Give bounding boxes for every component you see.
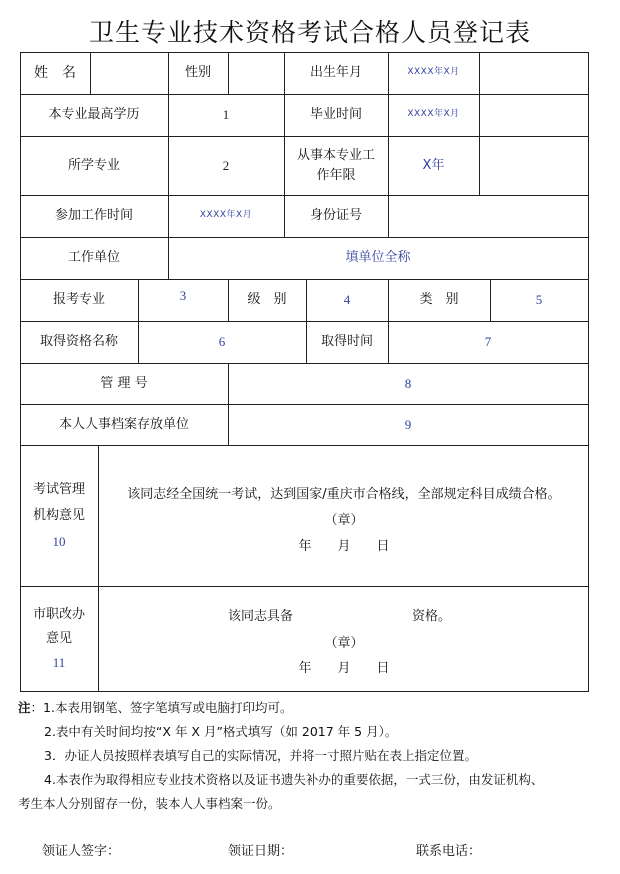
exam-opinion-label-line1: 考试管理 [32,481,85,497]
exam-opinion-text: 该同志经全国统一考试，达到国家/重庆市合格线，全部规定科目成绩合格。 [127,487,561,502]
city-opinion-label-num: 11 [52,654,66,670]
city-opinion-label-line2: 意见 [45,630,72,646]
years-label [284,136,388,195]
birth-label: 出生年月 [309,65,362,81]
employer-label: 工作单位 [67,250,120,266]
work-start-value[interactable]: XXXX年X月 [199,210,253,221]
photo-area[interactable] [480,52,588,195]
category-label: 类 别 [419,292,459,308]
exam-opinion-label-line2: 机构意见 [32,507,85,523]
exam-major-label: 报考专业 [52,292,105,308]
exam-opinion-label [20,445,98,586]
archive-value[interactable]: 9 [404,416,412,432]
notes [18,696,618,816]
name-label: 姓 名 [34,64,76,81]
city-opinion-label [20,586,98,691]
qualification-value[interactable]: 6 [218,334,226,350]
note-line-3: 3．办证人员按照样表填写自己的实际情况，并将一寸照片贴在表上指定位置。 [44,748,477,763]
form-title: 卫生专业技术资格考试合格人员登记表 [88,18,531,47]
level-label: 级 别 [247,292,287,308]
graduation-value[interactable]: XXXX年X月 [407,109,460,120]
city-opinion-seal: （章） [324,636,364,651]
employer-value[interactable]: 填单位全称 [345,250,411,266]
birth-value[interactable]: XXXX年X月 [407,67,460,78]
years-value[interactable]: X年 [422,157,445,173]
mgmt-no-label: 管 理 号 [100,375,148,391]
id-field[interactable] [389,195,588,237]
city-opinion-text-a: 该同志具备 [228,609,294,624]
receive-date-label: 领证日期： [228,844,294,859]
recipient-sign-label: 领证人签字： [42,844,121,859]
exam-opinion-label-num: 10 [52,533,66,549]
city-opinion-text-b: 资格。 [412,609,452,624]
mgmt-no-value[interactable]: 8 [404,375,412,391]
category-value[interactable]: 5 [535,292,543,308]
note-line-2: 2.表中有关时间均按“X 年 X 月”格式填写（如 2017 年 5 月）。 [44,724,398,739]
exam-opinion-date: 年 月 日 [298,539,390,554]
obtain-time-label: 取得时间 [320,334,373,350]
exam-major-value[interactable]: 3 [179,288,187,304]
note-line-1 [18,696,618,720]
exam-opinion-seal: （章） [324,513,364,528]
archive-label: 本人人事档案存放单位 [58,416,189,432]
obtain-time-value[interactable]: 7 [484,334,492,350]
note-line-4: 4.本表作为取得相应专业技术资格以及证书遗失补办的重要依据，一式三份，由发证机构、 [44,772,544,787]
qualification-label: 取得资格名称 [39,334,118,350]
gender-field[interactable] [229,52,284,94]
name-field[interactable] [91,52,168,94]
graduation-label: 毕业时间 [309,107,362,123]
major-label: 所学专业 [67,157,120,173]
city-opinion-date: 年 月 日 [298,661,390,676]
level-value[interactable]: 4 [343,292,351,308]
work-start-label: 参加工作时间 [54,208,133,224]
note-line-5: 考生本人分别留存一份，装本人人事档案一份。 [18,796,281,811]
phone-label: 联系电话： [416,844,482,859]
education-value[interactable]: 1 [222,107,230,123]
note-prefix: 注 [18,700,31,715]
major-value[interactable]: 2 [222,157,230,173]
years-label-line1: 从事本专业工 [296,148,375,163]
education-label: 本专业最高学历 [48,107,140,123]
city-opinion-label-line1: 市职改办 [32,606,85,622]
gender-label: 性别 [184,65,211,81]
id-label: 身份证号 [309,208,362,224]
years-label-line2: 作年限 [316,167,356,183]
note-1-text: ：1.本表用钢笔、签字笔填写或电脑打印均可。 [30,700,293,715]
